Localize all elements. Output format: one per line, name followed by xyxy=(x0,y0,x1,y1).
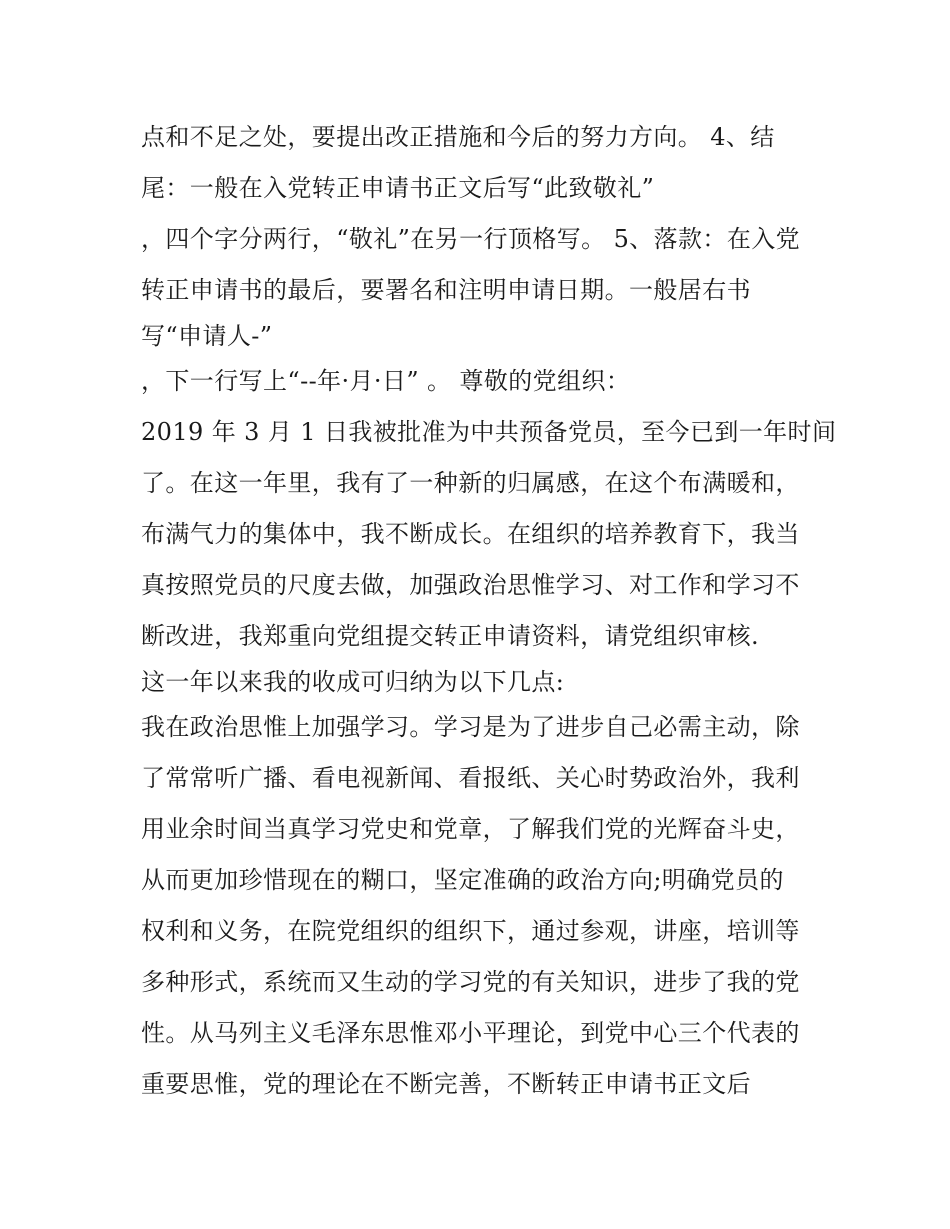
text-line-2: 尾：一般在入党转正申请书正文后写“此致敬礼” xyxy=(141,174,655,202)
text-line-9: 布满气力的集体中，我不断成长。在组织的培养教育下，我当 xyxy=(141,520,800,548)
text-line-5: 写“申请人-” xyxy=(141,322,273,350)
text-line-7: 2019 年 3 月 1 日我被批准为中共预备党员，至今已到一年时间 xyxy=(141,418,837,446)
text-line-17: 权利和义务，在院党组织的组织下，通过参观，讲座，培训等 xyxy=(141,917,800,945)
text-line-20: 重要思惟，党的理论在不断完善，不断转正申请书正文后 xyxy=(141,1070,751,1098)
text-line-4: 转正申请书的最后，要署名和注明申请日期。一般居右书 xyxy=(141,276,751,304)
text-line-15: 用业余时间当真学习党史和党章，了解我们党的光辉奋斗史， xyxy=(141,815,800,843)
text-line-19: 性。从马列主义毛泽东思惟邓小平理论，到党中心三个代表的 xyxy=(141,1019,800,1047)
document-body xyxy=(141,112,841,1110)
text-line-16: 从而更加珍惜现在的糊口，坚定准确的政治方向;明确党员的 xyxy=(141,866,784,894)
text-line-18: 多种形式，系统而又生动的学习党的有关知识，进步了我的党 xyxy=(141,968,800,996)
text-line-3: ，四个字分两行，“敬礼”在另一行顶格写。 5、落款：在入党 xyxy=(141,225,801,253)
text-line-10: 真按照党员的尺度去做，加强政治思惟学习、对工作和学习不 xyxy=(141,571,800,599)
text-line-1: 点和不足之处，要提出改正措施和今后的努力方向。 4、结 xyxy=(141,123,775,151)
text-line-11: 断改进，我郑重向党组提交转正申请资料，请党组织审核. xyxy=(141,622,760,650)
text-line-14: 了常常听广播、看电视新闻、看报纸、关心时势政治外，我利 xyxy=(141,764,800,792)
text-line-6: ，下一行写上“--年·月·日” 。 尊敬的党组织： xyxy=(141,367,631,395)
text-line-12: 这一年以来我的收成可归纳为以下几点: xyxy=(141,668,565,696)
text-line-13: 我在政治思惟上加强学习。学习是为了进步自己必需主动，除 xyxy=(141,713,800,741)
text-line-8: 了。在这一年里，我有了一种新的归属感，在这个布满暖和， xyxy=(141,469,800,497)
